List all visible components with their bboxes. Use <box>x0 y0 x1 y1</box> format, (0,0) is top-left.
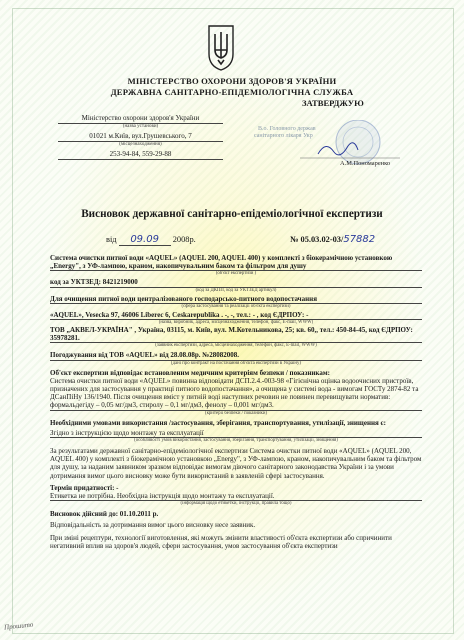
submitted-caption: (дані про контракт на постачання об'єкта експертизи в Україну) <box>50 360 422 367</box>
ministry-name: МІНІСТЕРСТВО ОХОРОНИ ЗДОРОВ'Я УКРАЇНИ <box>127 76 337 86</box>
service-name: ДЕРЖАВНА САНІТАРНО-ЕПІДЕМІОЛОГІЧНА СЛУЖБА <box>110 87 354 97</box>
document-title: Висновок державної санітарно-епідеміологічної експертизи <box>81 208 383 220</box>
product-text: Система очистки питної води «AQUEL» (AQUEL 200, AQUEL 400) у комплекті з біокерамічною установкою „Energy", з УФ-лампою, краном, накопичувальним баком та фільтром для душу <box>50 254 393 271</box>
footer-text: При зміні рецептури, технології виготовлення, які можуть змінити властивості об'єкта експертизи або спричинити негативний вплив на здоров'я людей, сфери застосування, умов застосування об'єкта експертизи <box>50 533 392 550</box>
margin-note: Прошито <box>3 620 34 632</box>
applicant-text: ТОВ „АКВЕЛ-УКРАЇНА" , Україна, 03115, м. Київ, вул. М.Котельникова, 25; кв. 60,, тел.: 450-84-45, код ЄДРПОУ: 35978281. <box>50 326 413 343</box>
institution-address: 01021 м.Київ, вул.Грушевського, 7 <box>58 132 223 142</box>
date-handwritten: 09.09 <box>119 234 171 246</box>
result-text: За результатами державної санітарно-епідеміологічної експертизи Система очистки питної води «AQUEL» (AQUEL 200, AQUEL 400) у комплекті з біокерамічною установкою „Energy", з УФ-лампою, краном, накопичувальним баком та фільтром для душу, за наданим заявником зразком відповідає вимогам діючого санітарного законодавства України і за умови дотримання вимог цього висновку може бути використаний в заявленій сфері застосування. <box>50 447 422 480</box>
code-text: код за УКТЗЕД: 8421219000 <box>50 278 138 287</box>
institution-address-caption: (місцезнаходження) <box>119 142 162 147</box>
conditions-caption: (особливості умов використання, застосування, зберігання, транспортування, утилізації, знищення) <box>50 437 422 444</box>
institution-block <box>58 114 223 160</box>
number-prefix: № 05.03.02-03/ <box>290 235 344 244</box>
product-caption: (об'єкт експертизи ) <box>50 270 422 277</box>
date-prefix: від <box>106 235 117 244</box>
code-caption: (код за ДКПП, код за УКТЗЕД артикул) <box>50 287 422 294</box>
approval-stamp <box>240 120 440 174</box>
applicant-caption: (заявник експертизи, адреса, місцезнаходження, телефон, факс, E-mail, WWW) <box>50 342 422 349</box>
stamp-line-1: В.о. Головного держав <box>258 126 316 132</box>
criteria-heading: Об'єкт експертизи відповідає встановленим медичним критеріям безпеки / показникам: <box>50 368 330 377</box>
validity-heading: Термін придатності: - <box>50 483 119 492</box>
body-content <box>50 254 422 550</box>
manufacturer-text: «AQUEL», Vesecka 97, 46006 Liberec 6, Ceskarepublika . -, -, тел.: - , код ЄДРПОУ: - <box>50 310 309 319</box>
valid-until: Висновок дійсний до: 01.10.2011 р. <box>50 510 159 519</box>
conditions-text: Згідно з інструкцією щодо монтажу та експлуатації <box>50 428 204 437</box>
label-text: Етикетка не потрібна. Необхідна інструкція щодо монтажу та експлуатації. <box>50 492 275 501</box>
submitted-text: Погоджування від ТОВ «AQUEL» від 28.08.08р. №28082008. <box>50 351 240 360</box>
conditions-heading: Необхідними умовами використання /застосування, зберігання, транспортування, утилізації, знищення є: <box>50 418 386 427</box>
usage-text: Для очищення питної води централізованого господарсько-питного водопостачання <box>50 294 317 303</box>
number-handwritten: 57882 <box>343 234 376 245</box>
manufacturer-caption: (назва, виробник, адреса, місцезнаходження, телефон, факс, E-mail, WWW) <box>50 319 422 326</box>
responsibility-text: Відповідальність за дотримання вимог цього висновку несе заявник. <box>50 521 256 530</box>
criteria-text: Система очистки питної води «AQUEL» повинна відповідати ДСП.2.4.-003-98 «Гігієнічна оцінка водоочисних пристроїв, призначених для застосування у практиці питного водопостачання», а очищена у системі вода - вимогам ГОСТу 2874-82 та ДСанПіНу 136/1940. Після очищення вміст у питній воді наступних речовин не повинен перевищувати норматив: формальдегіду – 0,05 мг/дм3, стиролу – 0,1 мг/дм3, фенолу – 0,001 мг/дм3. <box>50 376 419 410</box>
trident-crest-icon <box>207 24 235 72</box>
label-caption: (інформація щодо етикетки, інструкції, правила тощо) <box>50 500 422 507</box>
institution-name: Міністерство охорони здоров'я України <box>58 114 223 124</box>
stamp-line-2: санітарного лікаря Укр <box>254 133 313 139</box>
date-year: 2008р. <box>172 235 196 244</box>
signer-name: А.М.Пономаренко <box>340 160 391 167</box>
approval-label: ЗАТВЕРДЖУЮ <box>302 98 364 108</box>
usage-caption: (сфера застосування та реалізації об'єкта експертизи) <box>50 303 422 310</box>
document-date <box>106 234 196 246</box>
institution-phone: 253-94-84, 559-29-88 <box>58 150 223 160</box>
criteria-caption: (критерії безпеки / показники) <box>50 410 422 417</box>
institution-name-caption: (назва установи) <box>122 124 159 129</box>
document-number <box>290 234 375 245</box>
